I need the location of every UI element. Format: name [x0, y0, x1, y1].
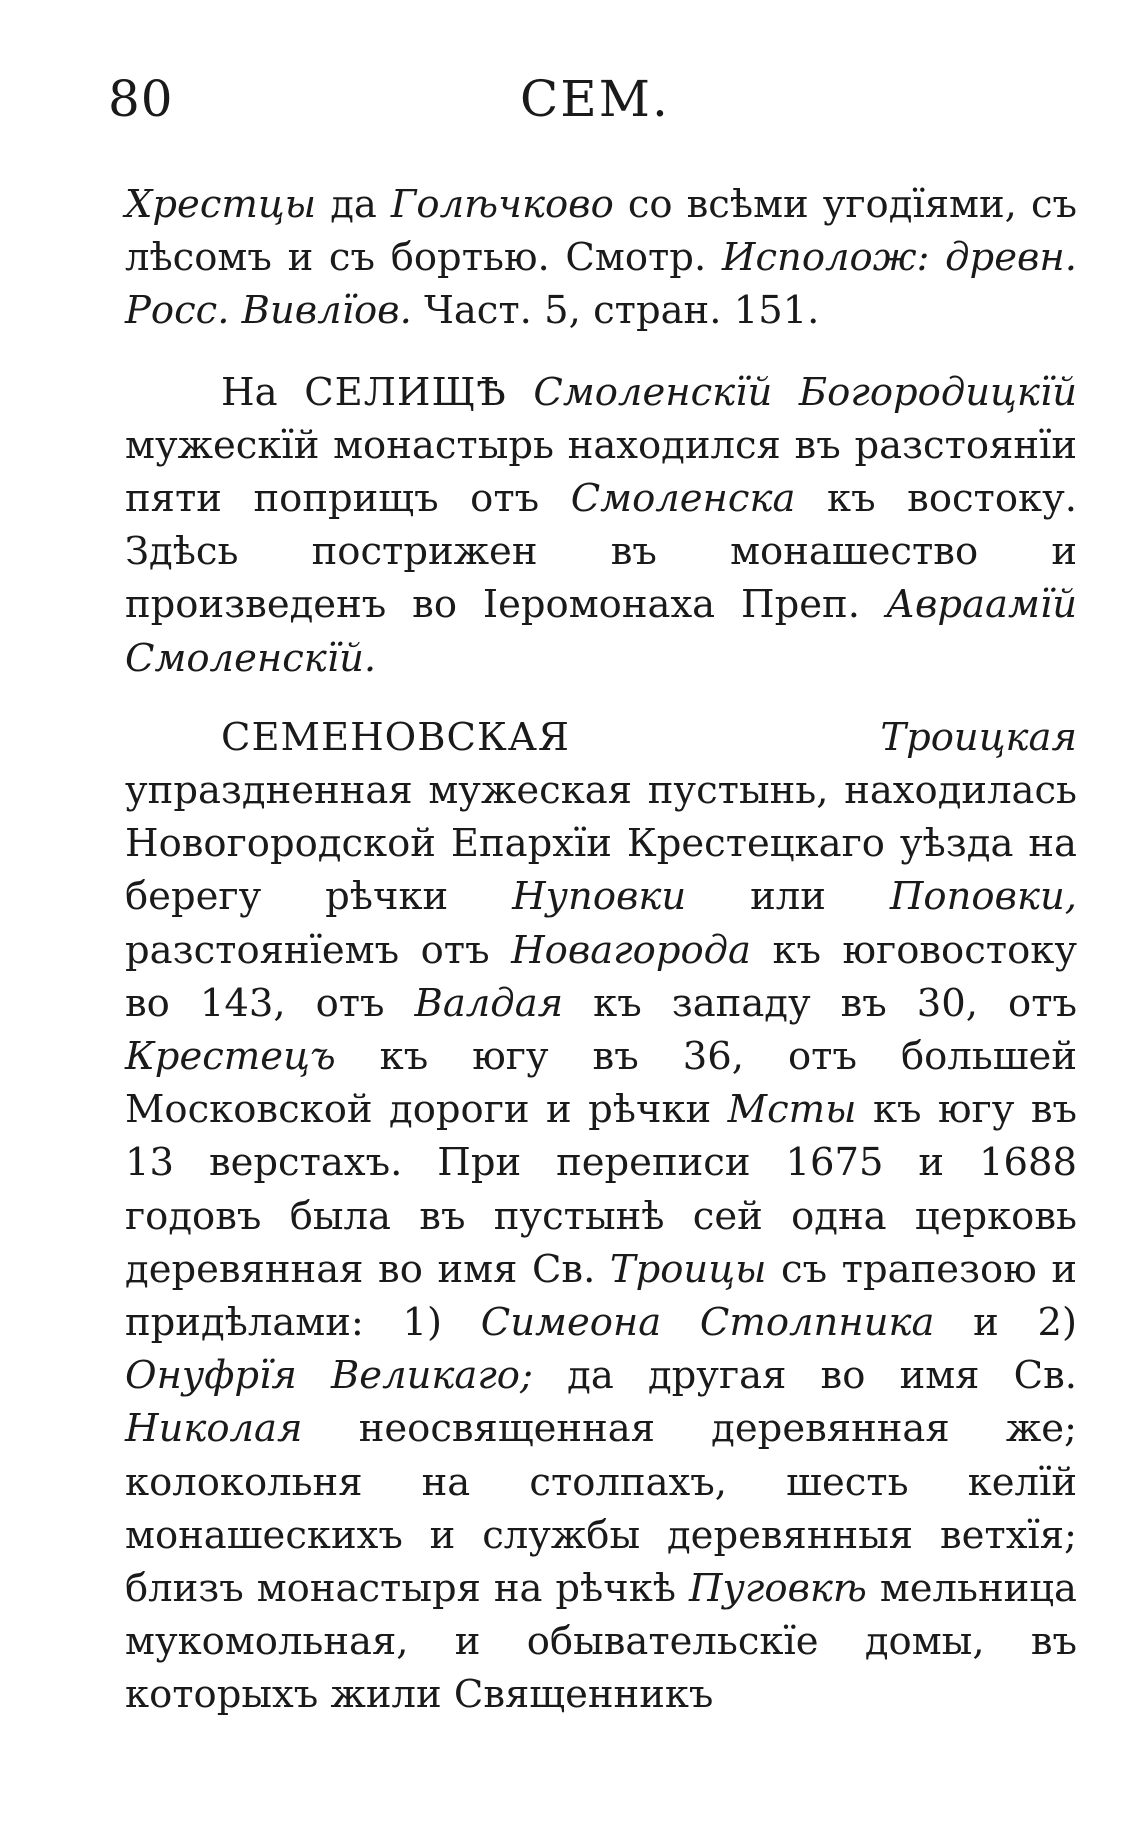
italic-run: Авраамїй Смоленскїй.: [125, 582, 1077, 681]
text-run: неосвященная деревянная же; колокольня на столпахъ, шесть келїй монашескихъ и службы деревянныя ветхїя; близъ монастыря на рѣчкѣ: [125, 1406, 1077, 1612]
entry-semenovskaya: [125, 711, 1077, 1722]
paragraph-continuation: [125, 178, 1077, 338]
italic-run: Онуфрїя Великаго;: [125, 1353, 533, 1399]
text-run: На: [221, 369, 305, 415]
headword: СЕМЕНОВСКАЯ: [221, 714, 571, 760]
entry-selishche: [125, 366, 1077, 685]
text-run: мельница мукомольная, и обывательскїе домы, въ которыхъ жили Священникъ: [125, 1566, 1077, 1718]
text-run: къ югу въ 36, отъ большей Московской дороги и рѣчки: [125, 1034, 1077, 1133]
text-run: къ востоку. Здѣсь пострижен въ монашество и произведенъ во Iеромонаха Преп.: [125, 476, 1077, 628]
text-run: мужескїй монастырь находился въ разстоянїи пяти поприщъ отъ: [125, 422, 1077, 522]
italic-run: Голѣчково: [390, 182, 614, 227]
text-run: къ югу въ 13 верстахъ. При переписи 1675 и 1688 годовъ была въ пустынѣ сей одна церковь деревянная во имя Св.: [125, 1087, 1077, 1292]
text-run: со всѣми угодїями, съ лѣсомъ и съ бортью. Смотр.: [125, 182, 1077, 281]
running-head: СЕМ.: [520, 70, 670, 128]
italic-run: Поповки,: [889, 874, 1077, 920]
italic-run: Мсты: [727, 1087, 857, 1133]
italic-run: Новагорода: [511, 927, 751, 973]
text-run: упраздненная мужеская пустынь, находилась Новогородской Епархїи Крестецкаго уѣзда на берегу рѣчки: [125, 768, 1077, 920]
page-header: [0, 70, 1140, 140]
text-run: и 2): [934, 1300, 1077, 1346]
italic-run: Троицкая: [570, 714, 1077, 760]
page-number: 80: [108, 70, 174, 128]
text-run: къ юговостоку во 143, отъ: [125, 927, 1077, 1026]
italic-run: Николая: [125, 1406, 303, 1452]
text-run: Част. 5, стран. 151.: [411, 288, 820, 334]
text-run: разстоянїемъ отъ: [125, 927, 512, 973]
italic-run: Исполож: древн. Росс. Вивлїов.: [125, 235, 1077, 334]
italic-run: Симеона Столпника: [480, 1300, 935, 1346]
text-run: да: [316, 182, 391, 227]
body-text: [125, 178, 1077, 1722]
italic-run: Крестецъ: [125, 1034, 336, 1080]
italic-run: Нуповки: [512, 874, 687, 920]
text-run: къ западу въ 30, отъ: [563, 980, 1077, 1026]
text-run: или: [686, 874, 890, 920]
italic-run: Смоленскїй Богородицкїй: [506, 369, 1077, 415]
italic-run: Троицы: [609, 1246, 767, 1292]
text-run: съ трапезою и придѣлами: 1): [125, 1246, 1077, 1346]
headword: СЕЛИЩѢ: [304, 369, 507, 415]
italic-run: Валдая: [414, 980, 564, 1026]
italic-run: Смоленска: [570, 476, 796, 522]
italic-run: Пуговкѣ: [688, 1566, 867, 1612]
italic-run: Хрестцы: [125, 182, 317, 227]
text-run: да другая во имя Св.: [532, 1353, 1077, 1399]
